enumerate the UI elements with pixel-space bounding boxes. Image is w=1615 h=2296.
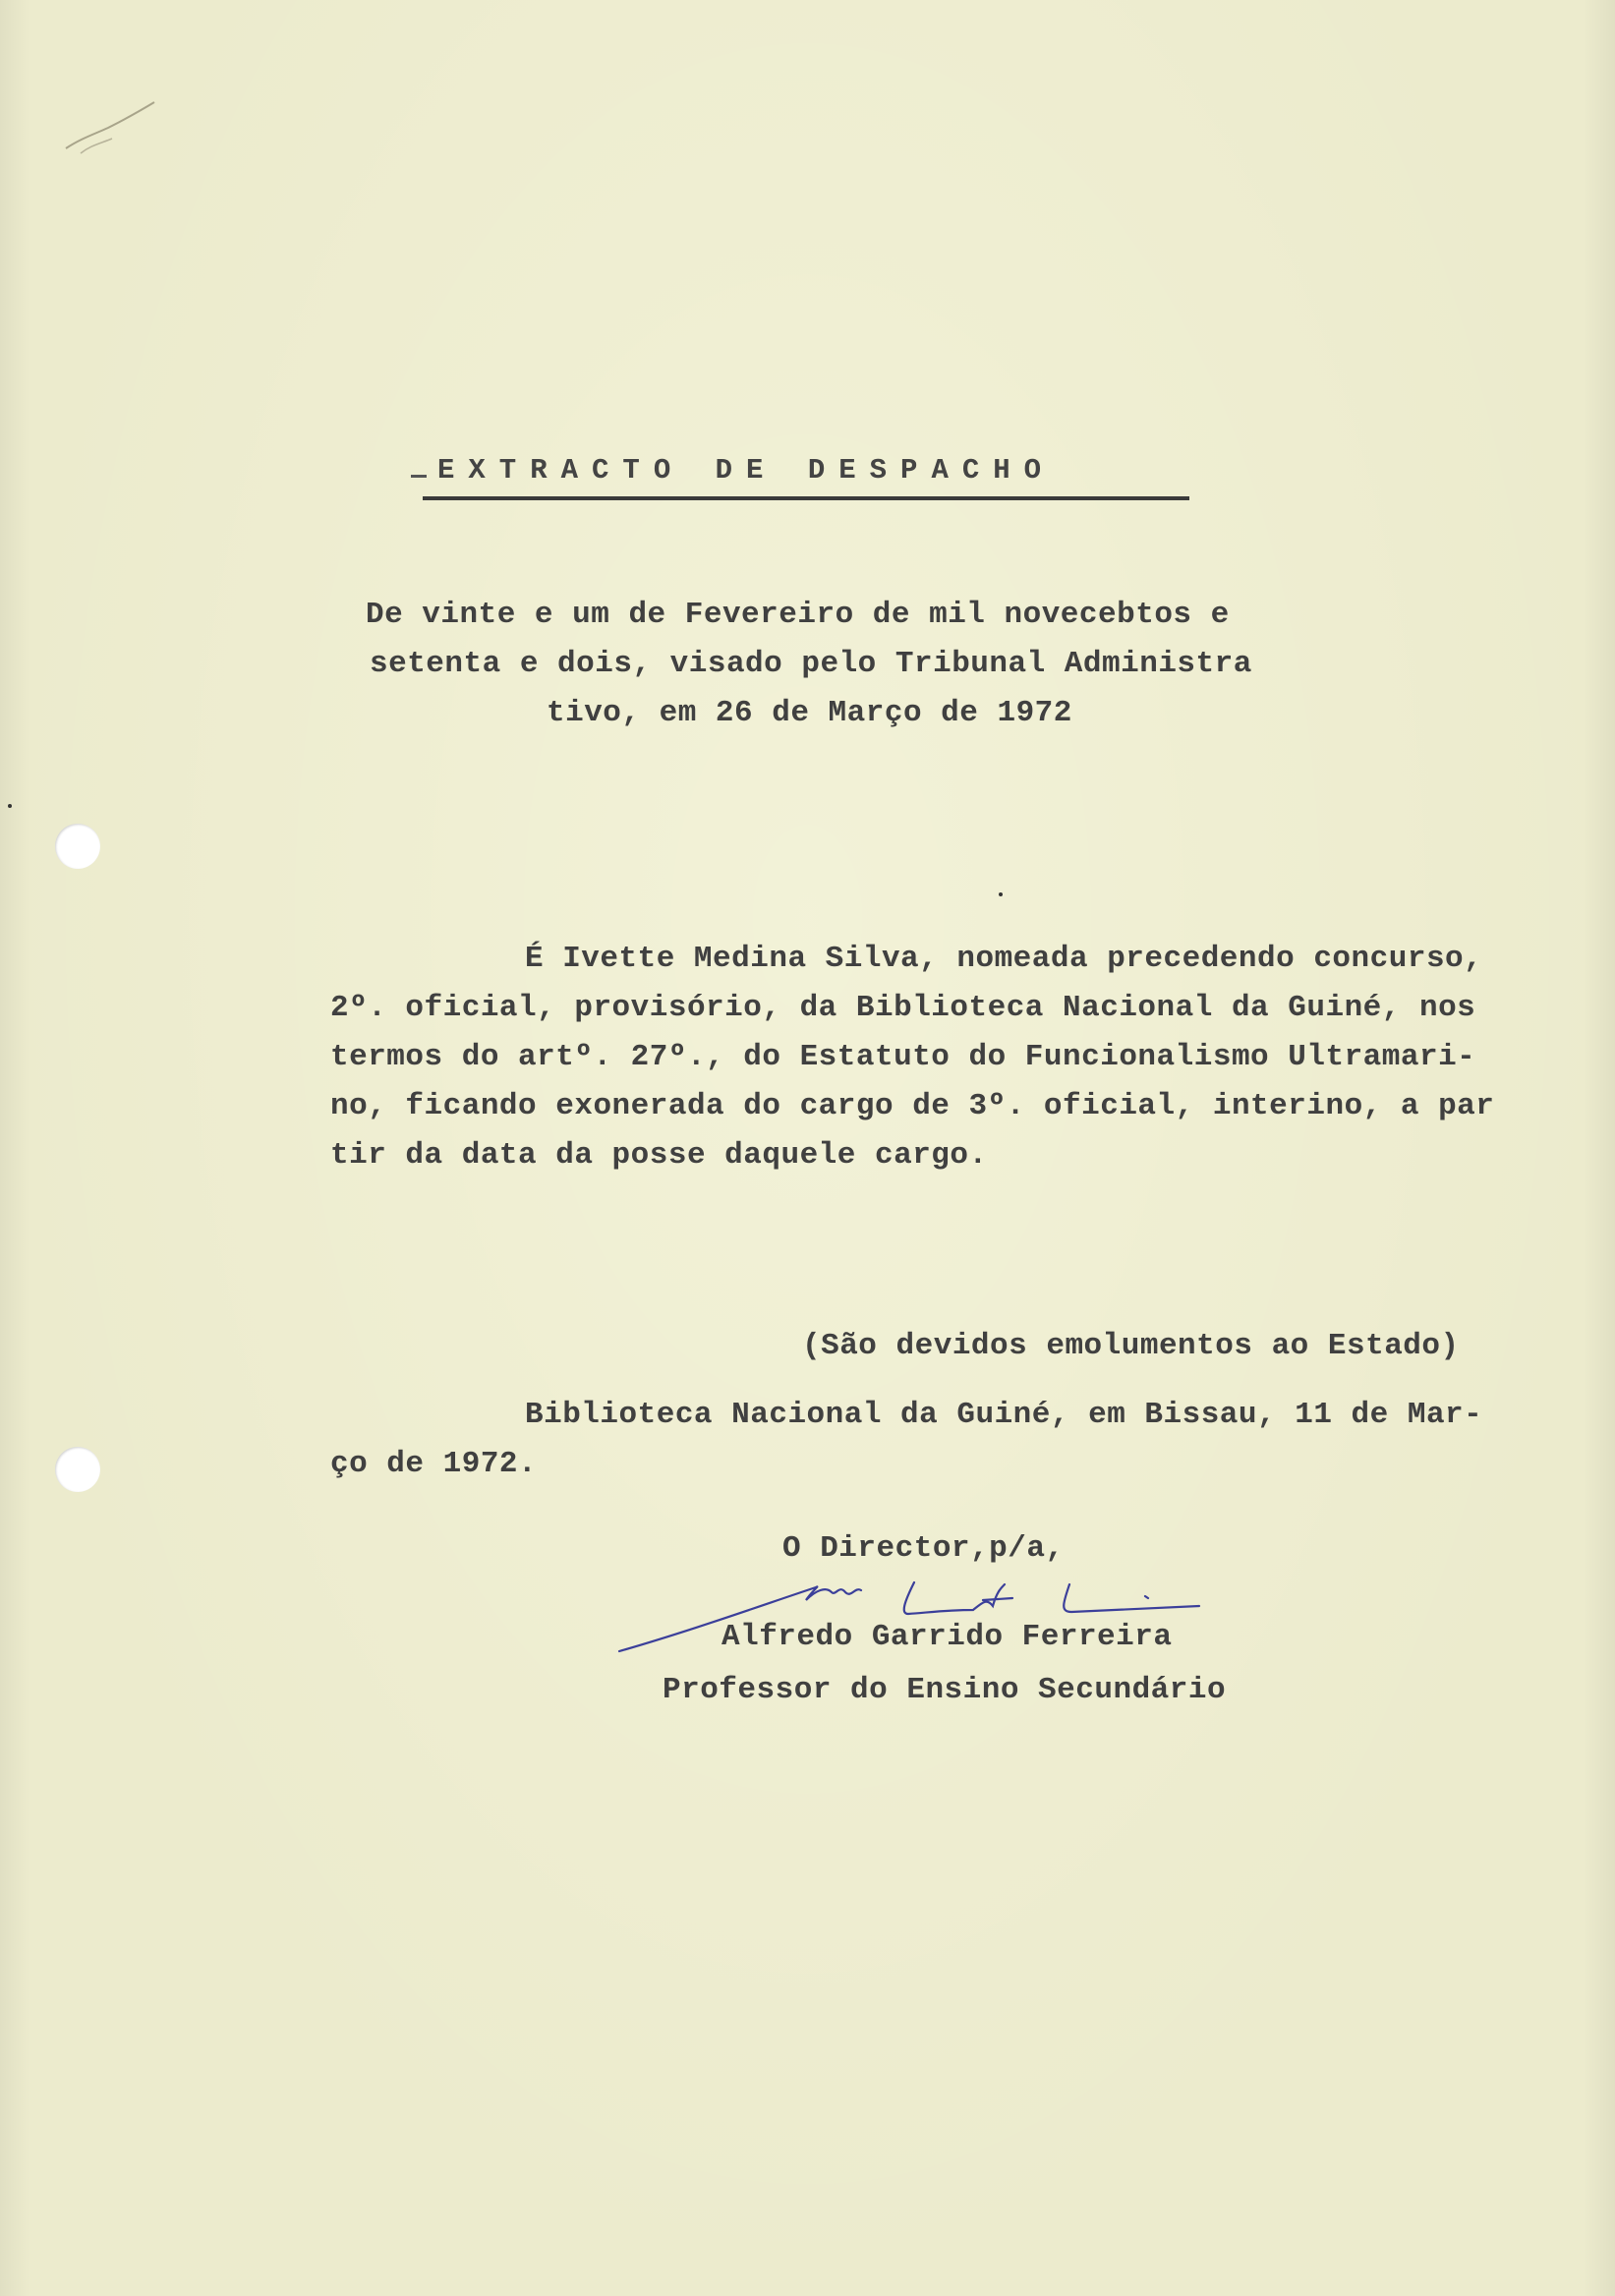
body-line-3: termos do artº. 27º., do Estatuto do Funcionalismo Ultramari- <box>330 1040 1476 1074</box>
document-title: EXTRACTO DE DESPACHO <box>437 454 1056 487</box>
body-line-5: tir da data da posse daquele cargo. <box>330 1138 988 1173</box>
signatory-name: Alfredo Garrido Ferreira <box>721 1620 1173 1654</box>
title-dash <box>411 475 427 478</box>
signatory-role: O Director,p/a, <box>782 1531 1065 1566</box>
body-line-4: no, ficando exonerada do cargo de 3º. oficial, interino, a par <box>330 1089 1495 1123</box>
emolumentos-note: (São devidos emolumentos ao Estado) <box>802 1329 1460 1363</box>
corner-pencil-mark <box>61 94 169 163</box>
punch-hole-top <box>55 824 100 869</box>
signatory-position: Professor do Ensino Secundário <box>663 1673 1227 1707</box>
place-date-line-1: Biblioteca Nacional da Guiné, em Bissau, 11 de Mar- <box>525 1398 1483 1432</box>
header-line-1: De vinte e um de Fevereiro de mil novecebtos e <box>366 598 1230 632</box>
place-date-line-2: ço de 1972. <box>330 1447 538 1481</box>
stray-mark <box>999 892 1003 896</box>
punch-hole-bottom <box>55 1447 100 1492</box>
stray-mark <box>8 804 12 808</box>
body-line-2: 2º. oficial, provisório, da Biblioteca Nacional da Guiné, nos <box>330 991 1476 1025</box>
header-line-3: tivo, em 26 de Março de 1972 <box>547 696 1072 730</box>
body-line-1: É Ivette Medina Silva, nomeada precedendo concurso, <box>525 942 1483 976</box>
header-line-2: setenta e dois, visado pelo Tribunal Administra <box>370 647 1252 681</box>
title-underline <box>423 496 1189 500</box>
